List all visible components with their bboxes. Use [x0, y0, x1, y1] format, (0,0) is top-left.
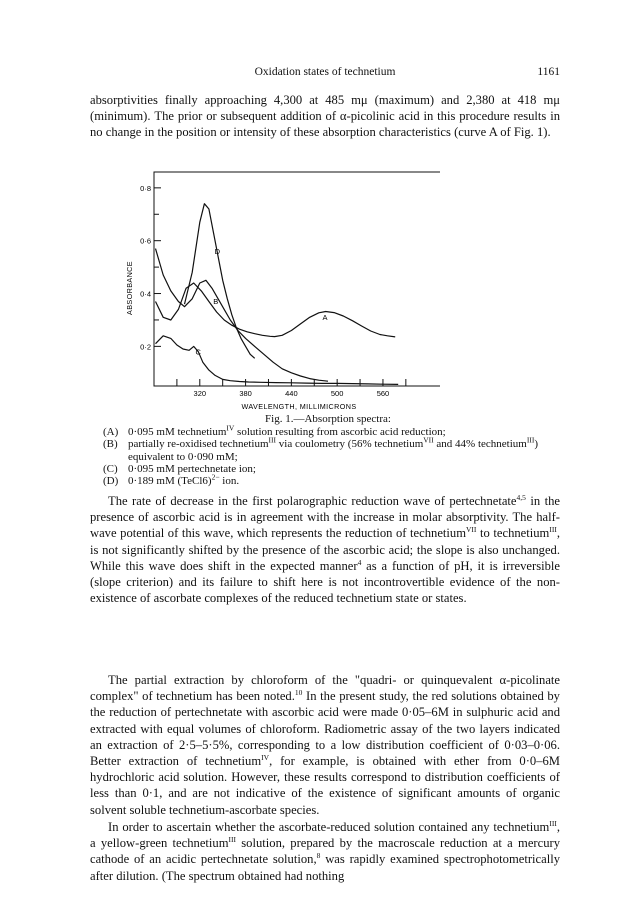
curve-labels	[196, 247, 328, 356]
x-tick-label: 500	[330, 389, 344, 398]
series-a-line	[156, 283, 396, 337]
caption-legend	[103, 423, 553, 488]
legend-key: (D)	[103, 475, 119, 488]
legend-text: 0·095 mM technetium$^{IV}$ solution resulting from ascorbic acid reduction;	[128, 423, 446, 439]
x-tick-label: 560	[376, 389, 390, 398]
running-header	[90, 66, 560, 82]
series-c-line	[156, 336, 399, 385]
legend-text: partially re-oxidised technetium$^{III}$ via coulometry (56% technetium$^{VII}$ and 44% technetium$^{III}$) equivalent to 0·090 mM;	[128, 435, 539, 463]
paragraph-4: In order to ascertain whether the ascorbate-reduced solution contained any technetium$^{III}$, a yellow-green technetium$^{III}$ solution, prepared by the macroscale reduction at a mercury cathode of an acidic pertechnetate solution,$^8$ was rapidly examined spectrophotometrically after dilution. (The spectrum obtained had nothing	[90, 818, 560, 883]
caption-title: Fig. 1.—Absorption spectra:	[265, 413, 391, 425]
paragraph-2: The rate of decrease in the first polarographic reduction wave of pertechnetate$^{4,5}$ in the presence of ascorbic acid is in agreement with the increase in molar absorptivity. The half-wave potential of this wave, which represents the reduction of technetium$^{VII}$ to technetium$^{III}$, is not significantly shifted by the presence of the ascorbic acid; the slope is also unchanged. While this wave does shift in the expected manner$^4$ as a function of pH, it is irreversible (slope criterion) and its failure to shift here is not incontrovertible evidence of the non-existence of ascorbate complexes of the reduced technetium state or states.	[90, 492, 560, 606]
curve-label-c: C	[195, 347, 201, 357]
page-number: 1161	[537, 66, 560, 78]
figure-caption	[103, 413, 553, 487]
x-tick-label: 320	[193, 389, 207, 398]
curve-label-a: A	[322, 312, 328, 322]
legend-key: (C)	[103, 462, 118, 475]
paragraph-3: The partial extraction by chloroform of the "quadri- or quinquevalent α-picolinate complex" of technetium has been noted.$^{10}$ In the present study, the red solutions obtained by the reduction of pertechnetate with ascorbic acid were made 0·05–6M in sulphuric acid and extracted with equal volumes of chloroform. Radiometric assay of the two layers indicated an extraction of 2·5–5·5%, corresponding to a low distribution coefficient of 0·03–0·06. Better extraction of technetium$^{IV}$, for example, is obtained with ether from 0·0–6M hydrochloric acid solution. However, these results correspond to distribution coefficients of less than 0·1, and are not indicative of the existence of significant amounts of organic solvent soluble technetium-ascorbate species.	[90, 673, 560, 817]
legend-key: (B)	[103, 438, 118, 451]
legend-entry	[103, 435, 553, 463]
legend-key: (A)	[103, 426, 119, 439]
y-axis-label: ABSORBANCE	[125, 261, 134, 315]
x-tick-label: 380	[239, 389, 252, 398]
paragraph-1: absorptivities finally approaching 4,300 at 485 mμ (maximum) and 2,380 at 418 mμ (minimum). The prior or subsequent addition of α-picolinic acid in this procedure results in no change in the position or intensity of these absorption characteristics (curve A of Fig. 1).	[90, 93, 560, 140]
y-tick-label: 0·6	[140, 236, 151, 246]
x-tick-label: 440	[285, 389, 298, 398]
legend-text: 0·095 mM pertechnetate ion;	[128, 462, 256, 475]
series-b-line	[156, 246, 329, 382]
curve-label-d: D	[214, 246, 221, 256]
legend-entry	[103, 423, 553, 439]
y-tick-label: 0·8	[140, 183, 151, 193]
running-title: Oxidation states of technetium	[254, 66, 396, 78]
legend-entry	[103, 463, 553, 475]
absorption-spectra-chart	[120, 168, 440, 413]
series-d-line	[185, 204, 255, 359]
curve-label-b: B	[213, 297, 219, 307]
axis-ticks	[140, 184, 406, 398]
legend-entry	[103, 472, 553, 488]
y-tick-label: 0·2	[140, 342, 151, 352]
x-axis-label: WAVELENGTH, MILLIMICRONS	[241, 402, 357, 411]
y-tick-label: 0·4	[140, 289, 151, 299]
legend-text: 0·189 mM (TeCl6)$^{2-}$ ion.	[128, 472, 240, 488]
series-group	[156, 204, 399, 385]
